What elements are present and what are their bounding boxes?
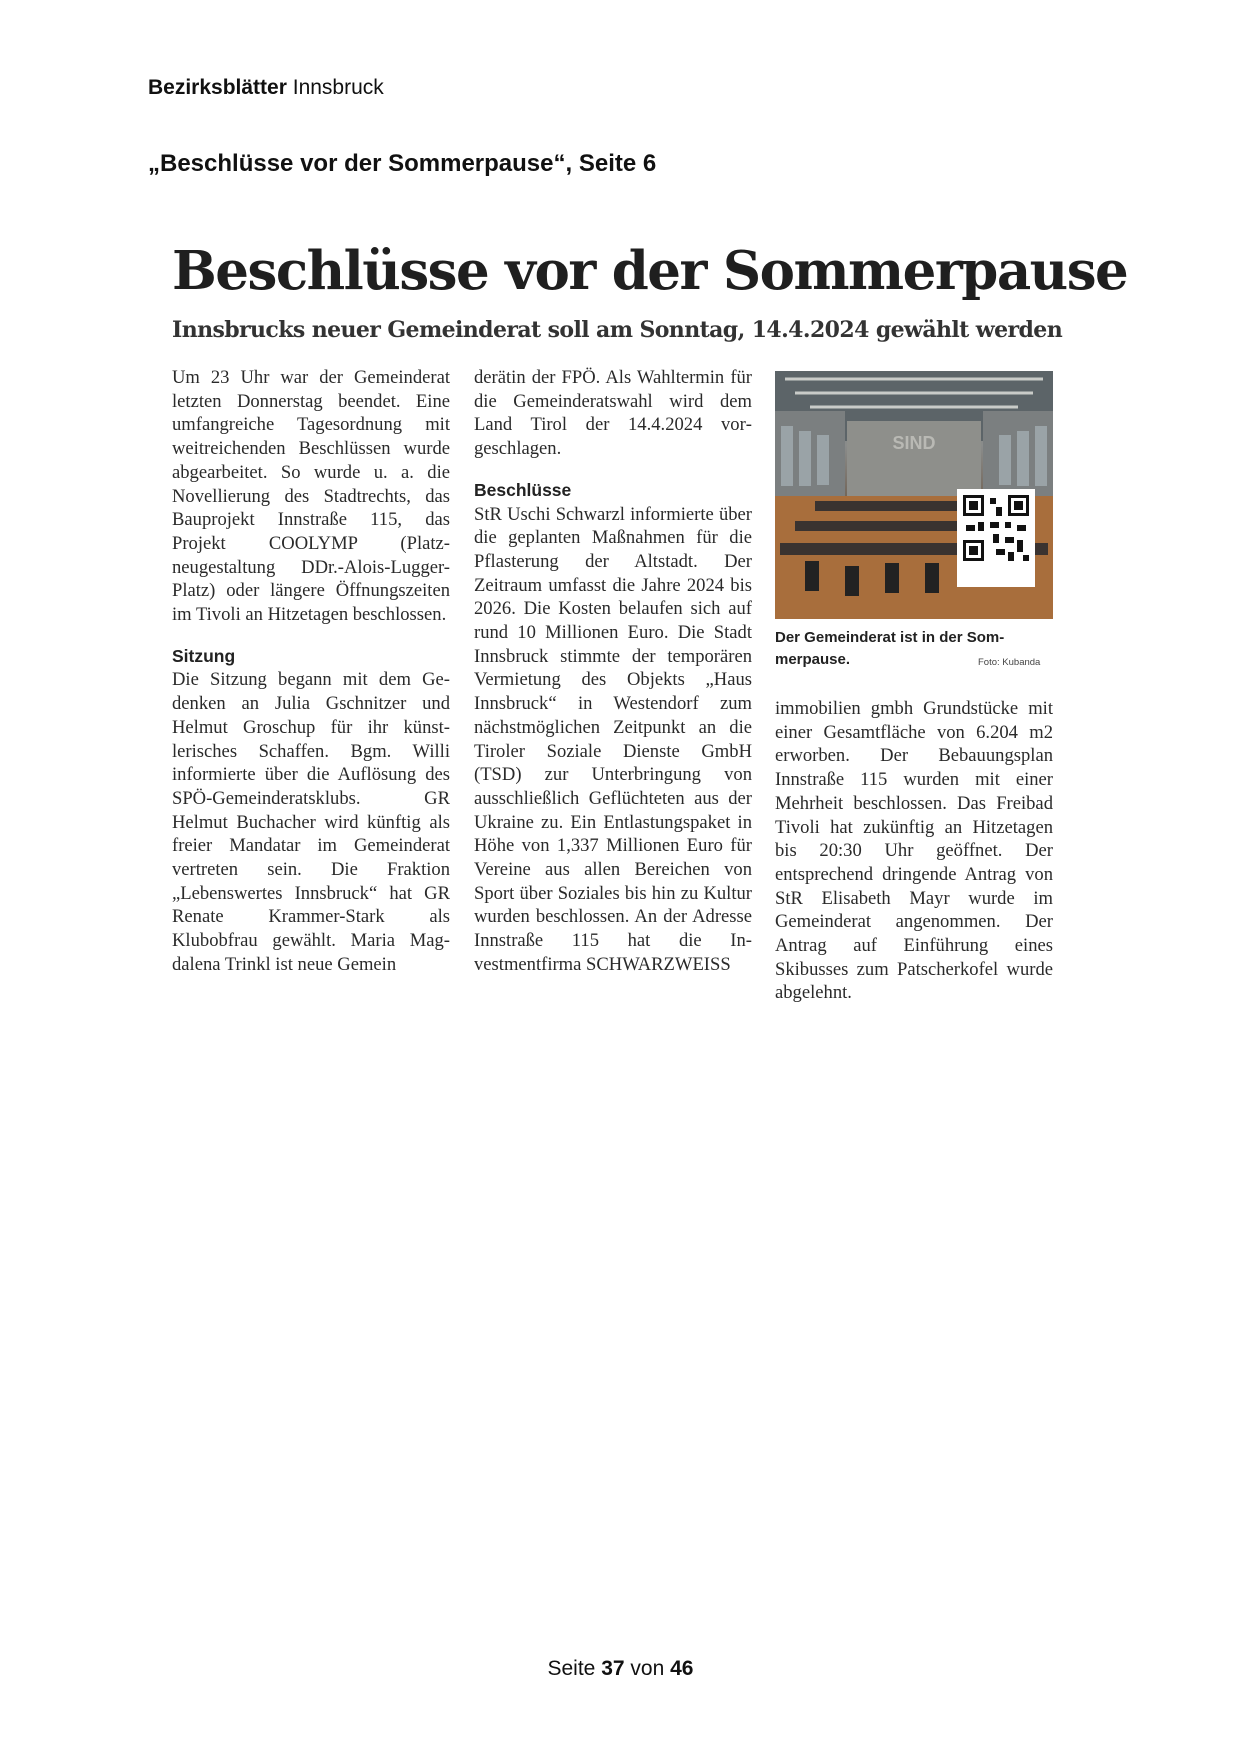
article-headline: Beschlüsse vor der Sommerpause bbox=[172, 240, 1128, 302]
council-chamber-photo bbox=[775, 371, 1053, 619]
article-reference: „Beschlüsse vor der Sommerpause“, Seite 6 bbox=[148, 150, 657, 177]
page-total: 46 bbox=[670, 1657, 694, 1680]
footer-middle: von bbox=[630, 1657, 665, 1680]
footer-prefix: Seite bbox=[547, 1657, 596, 1680]
qr-code-icon bbox=[957, 489, 1035, 567]
wall-lettering: SIND bbox=[892, 433, 936, 453]
qr-code-box[interactable] bbox=[957, 489, 1035, 587]
paragraph: StR Uschi Schwarzl informierte über die geplanten Maßnahmen für die Pflasterung der Altstadt. Der Zeitraum umfasst die Jahre 2024 bis 2026. Die Kosten belaufen sich auf rund 10 Millionen Euro. Die Stadt Innsbruck stimmte der temporären Vermietung des Objekts „Haus Innsbruck“ in Westendorf zum nächstmöglichen Zeitpunkt an die Tiroler Soziale Dienste GmbH (TSD) zur Unterbringung von ausschließlich Geflüchteten aus der Ukraine zu. Ein Entlastungspaket in Höhe von 1,337 Millionen Euro für Vereine aus allen Bereichen von Sport über Soziales bis hin zu Kultur wurden beschlossen. An der Adresse Innstraße 115 hat die Investmentfirma SCHWARZWEISS bbox=[474, 503, 752, 975]
photo-caption: Der Gemeinderat ist in der Sommerpause. bbox=[775, 629, 1005, 668]
paragraph: immobilien gmbh Grundstücke mit einer Gesamtfläche von 6.204 m2 erworben. Der Bebauungsplan Innstraße 115 wurden mit einer Mehrheit beschlossen. Das Freibad Tivoli hat zukünftig an Hitzetagen bis 20:30 Uhr geöffnet. Der entsprechend dringende Antrag von StR Elisabeth Mayr wurde im Gemeinderat angenommen. Der Antrag auf Einführung eines Skibusses zum Patscherkofel wurde abgelehnt. bbox=[775, 698, 1053, 1004]
page-number: 37 bbox=[601, 1657, 625, 1680]
article-subheadline: Innsbrucks neuer Gemeinderat soll am Sonntag, 14.4.2024 gewählt werden bbox=[172, 317, 1063, 343]
publication-edition: Innsbruck bbox=[292, 76, 384, 99]
source-header bbox=[148, 76, 384, 100]
article-column-2 bbox=[474, 366, 752, 977]
publication-name: Bezirksblätter bbox=[148, 76, 287, 99]
paragraph: derätin der FPÖ. Als Wahltermin für die Gemeinderatswahl wird dem Land Tirol der 14.4.2024 vorgeschlagen. bbox=[474, 367, 752, 460]
photo-credit: Foto: Kubanda bbox=[978, 657, 1041, 668]
section-heading-sitzung: Sitzung bbox=[172, 645, 236, 666]
article-column-1 bbox=[172, 366, 450, 977]
section-heading-beschluesse: Beschlüsse bbox=[474, 479, 572, 500]
paragraph: Die Sitzung begann mit dem Gedenken an Julia Gschnitzer und Helmut Groschup für ihr künstlerisches Schaffen. Bgm. Willi informierte über die Auflösung des SPÖ-Gemeinderatsklubs. GR Helmut Buchacher wird künftig als freier Mandatar im Gemeinderat vertreten sein. Die Fraktion „Lebenswertes Innsbruck“ hat GR Renate Krammer-Stark als Klubobfrau gewählt. Maria Magdalena Trinkl ist neue Gemein bbox=[172, 669, 450, 975]
paragraph: Um 23 Uhr war der Gemeinderat letzten Donnerstag beendet. Eine umfangreiche Tagesordnung mit weitreichenden Beschlüssen wurde abgearbeitet. So wurde u. a. die Novellierung des Stadtrechts, das Bauprojekt Innstraße 115, das Projekt COOLYMP (Platzneugestaltung DDr.-Alois-Lugger-Platz) oder längere Öffnungszeiten im Tivoli an Hitzetagen beschlossen. bbox=[172, 367, 450, 626]
article-column-3 bbox=[775, 697, 1053, 1005]
page-footer bbox=[0, 1657, 1241, 1681]
